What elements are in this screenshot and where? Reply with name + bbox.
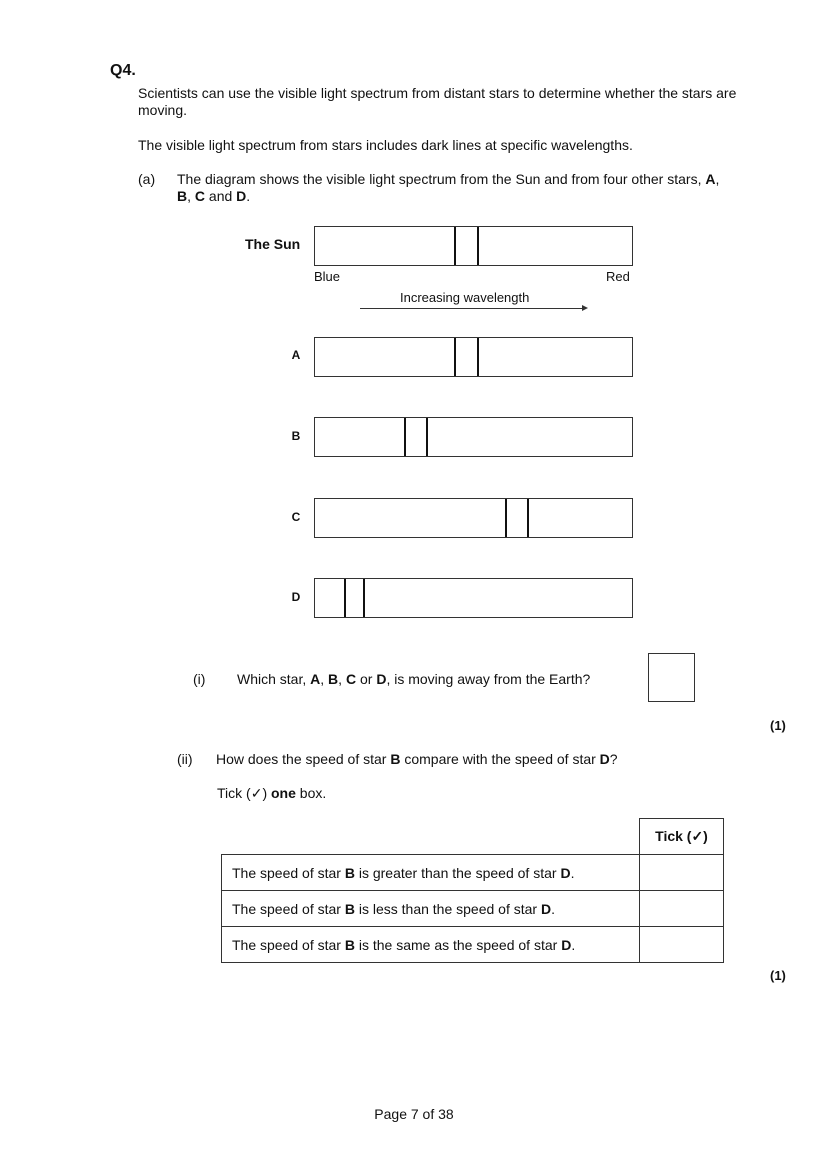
checkmark-icon: ✓ bbox=[250, 785, 263, 801]
red-label: Red bbox=[606, 269, 630, 284]
tick-box-greater[interactable] bbox=[640, 855, 724, 891]
part-i-marks: (1) bbox=[770, 718, 786, 733]
spectral-line bbox=[426, 418, 428, 456]
spectral-line bbox=[505, 499, 507, 537]
statement-same: The speed of star B is the same as the speed of star D. bbox=[222, 927, 640, 963]
star-b-label: B bbox=[291, 429, 301, 443]
part-a-text: The diagram shows the visible light spectrum from the Sun and from four other stars, A, B, C and D. bbox=[177, 171, 720, 204]
spectral-line bbox=[454, 227, 456, 265]
tick-instruction: Tick (✓) one box. bbox=[217, 785, 327, 801]
star-a-spectrum-box bbox=[314, 337, 633, 377]
star-d-spectrum-box bbox=[314, 578, 633, 618]
page-footer: Page 7 of 38 bbox=[374, 1106, 454, 1122]
question-number: Q4. bbox=[110, 62, 136, 79]
sun-spectrum-label: The Sun bbox=[245, 236, 301, 252]
spectral-line bbox=[477, 227, 479, 265]
part-a-label: (a) bbox=[138, 171, 156, 187]
tick-column-header: Tick (✓) bbox=[640, 819, 724, 855]
part-i-answer-box[interactable] bbox=[648, 653, 695, 702]
table-row bbox=[222, 927, 724, 963]
part-ii-marks: (1) bbox=[770, 968, 786, 983]
arrowhead-icon bbox=[582, 305, 588, 311]
spectral-line bbox=[454, 338, 456, 376]
part-ii-question: How does the speed of star B compare with the speed of star D? bbox=[216, 751, 618, 767]
star-c-label: C bbox=[291, 510, 301, 524]
star-c-spectrum-box bbox=[314, 498, 633, 538]
table-row bbox=[222, 891, 724, 927]
statement-greater: The speed of star B is greater than the speed of star D. bbox=[222, 855, 640, 891]
table-row bbox=[222, 855, 724, 891]
tick-box-less[interactable] bbox=[640, 891, 724, 927]
wavelength-axis-label: Increasing wavelength bbox=[400, 290, 530, 305]
spectral-line bbox=[477, 338, 479, 376]
tick-table-header-row bbox=[222, 819, 724, 855]
star-a-label: A bbox=[291, 348, 301, 362]
statement-less: The speed of star B is less than the speed of star D. bbox=[222, 891, 640, 927]
tick-box-same[interactable] bbox=[640, 927, 724, 963]
tick-table-blank-header bbox=[222, 819, 640, 855]
wavelength-arrow bbox=[360, 308, 584, 309]
spectral-line bbox=[363, 579, 365, 617]
star-d-label: D bbox=[291, 590, 301, 604]
blue-label: Blue bbox=[314, 269, 341, 284]
spectral-line bbox=[527, 499, 529, 537]
part-i-label: (i) bbox=[193, 671, 206, 687]
spectral-line bbox=[404, 418, 406, 456]
part-ii-label: (ii) bbox=[177, 751, 193, 767]
part-i-question: Which star, A, B, C or D, is moving away from the Earth? bbox=[237, 671, 591, 687]
sun-spectrum-box bbox=[314, 226, 633, 266]
star-b-spectrum-box bbox=[314, 417, 633, 457]
tick-table bbox=[221, 818, 724, 963]
intro-paragraph-2: The visible light spectrum from stars includes dark lines at specific wavelengths. bbox=[138, 137, 633, 153]
spectral-line bbox=[344, 579, 346, 617]
intro-paragraph-1: Scientists can use the visible light spectrum from distant stars to determine whether the stars are moving. bbox=[138, 85, 737, 118]
